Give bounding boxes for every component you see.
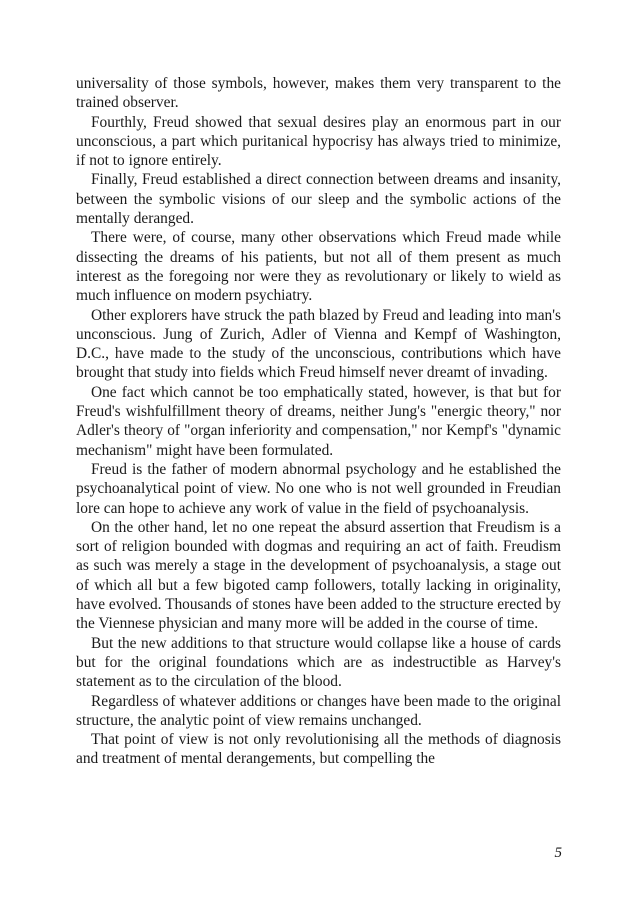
paragraph-continued: universality of those symbols, however, makes them very transparent to the trained observer. — [76, 75, 561, 112]
page-number: 5 — [554, 845, 562, 861]
paragraph-finally: Finally, Freud established a direct connection between dreams and insanity, between the symbolic visions of our sleep and the symbolic actions of the mentally deranged. — [76, 171, 561, 228]
paragraph-fourthly: Fourthly, Freud showed that sexual desires play an enormous part in our unconscious, a part which puritanical hypocrisy has always tried to minimize, if not to ignore entirely. — [76, 113, 561, 170]
paragraph-father-of-psychology: Freud is the father of modern abnormal psychology and he established the psychoanalytical point of view. No one who is not well grounded in Freudian lore can hope to achieve any work of value in the field of psychoanalysis. — [76, 460, 561, 517]
paragraph-new-additions: But the new additions to that structure would collapse like a house of cards but for the original foundations which are as indestructible as Harvey's statement as to the circulation of the blood. — [76, 634, 561, 691]
paragraph-regardless: Regardless of whatever additions or changes have been made to the original structure, the analytic point of view remains unchanged. — [76, 692, 561, 729]
paragraph-other-observations: There were, of course, many other observations which Freud made while dissecting the dreams of his patients, but not all of them present as much interest as the foregoing nor were they as revolutionary or likely to wield as much influence on modern psychiatry. — [76, 229, 561, 305]
paragraph-other-hand: On the other hand, let no one repeat the absurd assertion that Freudism is a sort of religion bounded with dogmas and requiring an act of faith. Freudism as such was merely a stage in the development of psychoanalysis, a stage out of which all but a few bigoted camp followers, totally lacking in originality, have evolved. Thousands of stones have been added to the structure erected by the Viennese physician and many more will be added in the course of time. — [76, 518, 561, 633]
paragraph-point-of-view: That point of view is not only revolutionising all the methods of diagnosis and treatment of mental derangements, but compelling the — [76, 731, 561, 768]
body-text — [76, 74, 561, 769]
paragraph-emphatic-fact: One fact which cannot be too emphatically stated, however, is that but for Freud's wishfulfillment theory of dreams, neither Jung's "energic theory," nor Adler's theory of "organ inferiority and compensation," nor Kempf's "dynamic mechanism" might have been formulated. — [76, 383, 561, 459]
paragraph-other-explorers: Other explorers have struck the path blazed by Freud and leading into man's unconscious. Jung of Zurich, Adler of Vienna and Kempf of Washington, D.C., have made to the study of the unconscious, contributions which have brought that study into fields which Freud himself never dreamt of invading. — [76, 306, 561, 382]
